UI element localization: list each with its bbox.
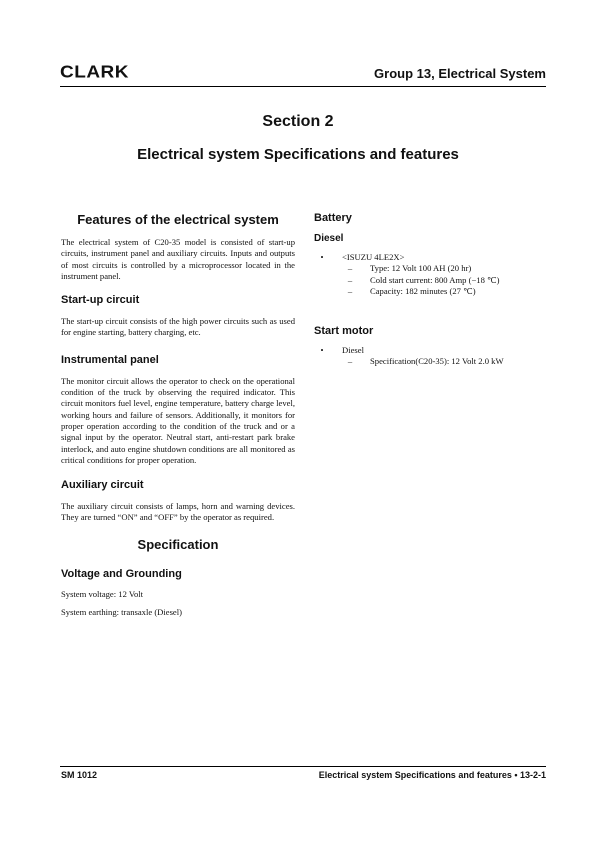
start-motor-spec: Specification(C20-35): 12 Volt 2.0 kW (370, 356, 504, 367)
list-item (342, 263, 546, 274)
bullet-icon: • (320, 252, 324, 262)
footer-rule (60, 766, 546, 767)
startup-heading: Start-up circuit (61, 294, 140, 307)
bullet-icon: • (320, 345, 324, 356)
battery-type: Type: 12 Volt 100 AH (20 hr) (370, 263, 472, 274)
list-item (342, 275, 546, 286)
header-rule (60, 86, 546, 87)
battery-capacity: Capacity: 182 minutes (27 ℃) (370, 285, 476, 296)
battery-list (314, 252, 546, 297)
auxiliary-body: The auxiliary circuit consists of lamps, horn and warning devices. They are turned “ON” and “OFF” by the operator as required. (61, 501, 295, 523)
dash-icon: – (347, 274, 353, 285)
right-column (314, 212, 546, 368)
left-column (61, 212, 295, 618)
dash-icon: – (347, 285, 353, 296)
diesel-heading: Diesel (314, 233, 344, 244)
voltage-heading: Voltage and Grounding (61, 567, 182, 580)
dash-icon: – (347, 263, 353, 274)
list-item (342, 356, 546, 367)
list-item (342, 286, 546, 297)
startup-body: The start-up circuit consists of the high power circuits such as used for engine starting, battery charging, etc. (61, 316, 295, 338)
battery-model: <ISUZU 4LE2X> (342, 252, 405, 262)
battery-cold-start: Cold start current: 800 Amp (−18 ℃) (370, 274, 500, 285)
footer-doc-number: SM 1012 (61, 770, 98, 780)
system-earthing-line: System earthing: transaxle (Diesel) (61, 607, 182, 618)
group-title: Group 13, Electrical System (374, 66, 546, 81)
section-subtitle: Electrical system Specifications and features (137, 146, 459, 163)
system-voltage-line: System voltage: 12 Volt (61, 588, 144, 599)
dash-icon: – (347, 356, 353, 367)
list-item (314, 345, 546, 368)
start-motor-specs (342, 356, 546, 367)
auxiliary-heading: Auxiliary circuit (61, 479, 144, 492)
battery-heading: Battery (314, 212, 352, 224)
list-item (314, 252, 546, 297)
footer-page-label: Electrical system Specifications and features • 13-2-1 (318, 770, 546, 780)
features-heading: Features of the electrical system (77, 212, 279, 227)
specification-heading: Specification (137, 536, 219, 552)
section-title: Section 2 (262, 113, 334, 130)
features-body: The electrical system of C20-35 model is consisted of start-up circuits, instrument panel and auxiliary circuits. Inputs and outputs of most circuits is controlled by a microprocessor located in the instrument panel. (61, 237, 295, 281)
start-motor-type: Diesel (342, 345, 364, 356)
battery-specs (342, 263, 546, 297)
instrumental-body: The monitor circuit allows the operator to check on the operational condition of the truck by observing the required indicator. This circuit monitors fuel level, engine temperature, battery charge level, working hours and failure of sensors. Additionally, it monitors for proper operation according to the condition of the truck and or a signal input by the operator. Neutral start, anti-restart park brake interlock, and auto engine shutdown conditions are all monitored as critical conditions for proper operation. (61, 375, 295, 465)
start-motor-list (314, 345, 546, 368)
start-motor-heading: Start motor (314, 325, 374, 338)
clark-logo: CLARK (60, 63, 129, 82)
instrumental-heading: Instrumental panel (61, 353, 159, 366)
